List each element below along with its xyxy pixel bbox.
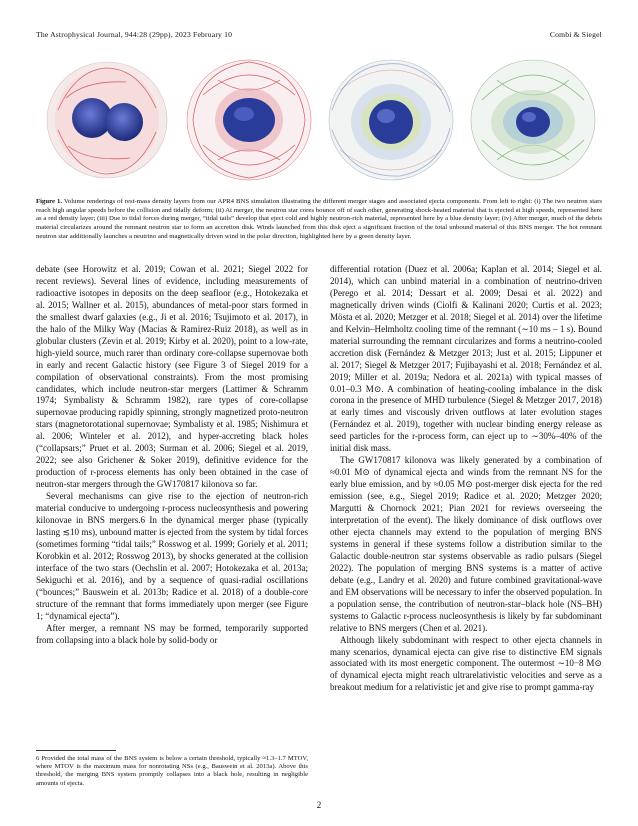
author-names: Combi & Siegel: [549, 30, 602, 39]
figure-caption-text: Volume renderings of rest-mass density layers from our APR4 BNS simulation illustrating the different merger stages and associated ejecta components. From left to right: (i) The two neutron stars reach high angular speeds before the collision and tidally deform; (ii) At merger, the neutron star cores bounce off of each other, generating shock-heated material that is ejected at high speeds, represented here as a red density layer; (iii) Due to tidal forces during merger, “tidal tails” develop that eject cold and highly neutron-rich material, represented here by a blue density layer; (iv) After merger, much of the debris material circularizes around the remnant neutron star to form an accretion disk. Winds launched from this disk eject a significant fraction of the total unbound material of this BNS merger. The hot remnant neutron star additionally launches a neutrino and magnetically driven wind in the polar direction, highlighted here by a green density layer.: [36, 198, 602, 240]
paragraph: Although likely subdominant with respect to other ejecta channels in many scenarios, dynamical ejecta can give rise to distinctive EM signals associated with its most energetic component. The outermost ∼10−8 M⊙ of dynamical ejecta might reach ultrarelativistic velocities and serve as a breakout medium for a relativistic jet and give rise to prompt gamma-ray: [330, 634, 602, 693]
page-number: 2: [316, 800, 322, 810]
figure-panel-inspiral: [36, 50, 177, 190]
running-header: [36, 30, 602, 42]
journal-citation: The Astrophysical Journal, 944:28 (29pp), 2023 February 10: [36, 30, 233, 39]
paragraph: Several mechanisms can give rise to the ejection of neutron-rich material conducive to undergoing r-process nucleosynthesis and powering kilonovae in BNS mergers.6 In the dynamical merger phase (typically lasting ≲10 ms), unbound matter is ejected from the system by tidal forces (sometimes forming “tidal tails;” Rosswog et al. 1999; Goriely et al. 2011; Korobkin et al. 2012; Rosswog 2013), by shocks generated at the collision interface of the two stars (Oechslin et al. 2007; Hotokezaka et al. 2013a; Sekiguchi et al. 2016), and by a sequence of quasi-radial oscillations (“bounces;” Bauswein et al. 2013b; Radice et al. 2018) of a double-core structure of the remnant that forms immediately upon merger (see Figure 1; “dynamical ejecta”).: [36, 491, 308, 621]
paragraph: After merger, a remnant NS may be formed, temporarily supported from collapsing into a black hole by solid-body or: [36, 622, 308, 645]
left-column: [36, 264, 308, 647]
figure-panel-disk-wind: [462, 50, 603, 190]
figure-caption-label: Figure 1.: [36, 198, 63, 205]
paragraph: debate (see Horowitz et al. 2019; Cowan et al. 2021; Siegel 2022 for recent reviews). Several lines of evidence, including measurements of radioactive isotopes in deposits on the deep seafloor (e.g., Hotokezaka et al. 2015; Wallner et al. 2015), abundances of metal-poor stars formed in the smallest dwarf galaxies (e.g., Ji et al. 2016; Tsujimoto et al. 2017), in the halo of the Milky Way (Macias & Ramirez-Ruiz 2018), as well as in globular clusters (Zevin et al. 2019; Kirby et al. 2020), point to a low-rate, high-yield source, much rarer than ordinary core-collapse supernovae both in early and recent Galactic history (see Figure 3 of Siegel 2019 for a compilation of observational constraints). From the most promising candidates, which include neutron-star mergers (Lattimer & Schramm 1974; Symbalisty & Schramm 1982), rare types of core-collapse supernovae producing rapidly spinning, strongly magnetized proto-neutron stars (magnetorotational supernovae; Symbalisty et al. 1985; Nishimura et al. 2006; Winteler et al. 2012), and hyper-accreting black holes (“collapsars;” Pruet et al. 2003; Surman et al. 2006; Siegel et al. 2019, 2022; see also Grichener & Soker 2019), definitive evidence for the production of r-process elements has only been obtained in the case of neutron-star mergers through the GW170817 kilonova so far.: [36, 264, 308, 490]
paragraph: The GW170817 kilonova was likely generated by a combination of ≈0.01 M⊙ of dynamical ejecta and winds from the remnant NS for the early blue emission, and by ≈0.05 M⊙ post-merger disk ejecta for the red emission (see, e.g., Siegel 2019; Radice et al. 2020; Metzger 2020; Margutti & Chornock 2021; Pian 2021 for reviews overseeing the interpretation of the event). The likely dominance of disk outflows over other ejecta channels may extend to the population of merging BNS systems in general if these systems follow a distribution similar to the Galactic double-neutron star systems observable as radio pulsars (Siegel 2022). The population of merging BNS systems is a matter of active debate (e.g., Landry et al. 2020) and future combined gravitational-wave and EM observations will be necessary to infer the observed population. In a population sense, the contribution of neutron-star–black hole (NS–BH) systems to Galactic r-process nucleosynthesis is likely by far subdominant relative to BNS mergers (Chen et al. 2021).: [330, 455, 602, 633]
figure-caption: [36, 198, 602, 242]
figure-panel-tidal-tails: [320, 50, 461, 190]
figure-panel-merger: [178, 50, 319, 190]
figure-1: [36, 50, 602, 190]
right-column: [330, 264, 602, 694]
paragraph: differential rotation (Duez et al. 2006a; Kaplan et al. 2014; Siegel et al. 2014), which can unbind material in a combination of neutrino-driven (Perego et al. 2014; Dessart et al. 2009; Desai et al. 2022) and magnetically driven winds (Ciolfi & Kalinani 2020; Curtis et al. 2023; Mösta et al. 2020; Metzger et al. 2018; Siegel et al. 2014) over the lifetime and Kelvin–Helmholtz cooling time of the remnant (∼10 ms – 1 s). Bound material surrounding the remnant circularizes and forms a neutrino-cooled accretion disk (Fernández & Metzger 2013; Just et al. 2015; Lippuner et al. 2017; Siegel & Metzger 2017; Fujibayashi et al. 2018; Fernández et al. 2019; Miller et al. 2019a; Nedora et al. 2021a) with typical masses of 0.01–0.3 M⊙. A combination of heating-cooling imbalance in the disk corona in the presence of MHD turbulence (Siegel & Metzger 2017, 2018) at early times and viscously driven outflows at later evolution stages (Fernández et al. 2019), together with nuclear binding energy release as seed particles for the r-process form, can eject up to ∼30%–40% of the initial disk mass.: [330, 264, 602, 454]
footnote-divider: [36, 750, 116, 751]
footnote: 6 Provided the total mass of the BNS system is below a certain threshold, typically ≈1.3–1.7 MTOV, where MTOV is the maximum mass for nonrotating NSs (e.g., Bauswein et al. 2013a). Above this threshold, the merging BNS system promptly collapses into a black hole, resulting in negligible amounts of ejecta.: [36, 755, 308, 787]
